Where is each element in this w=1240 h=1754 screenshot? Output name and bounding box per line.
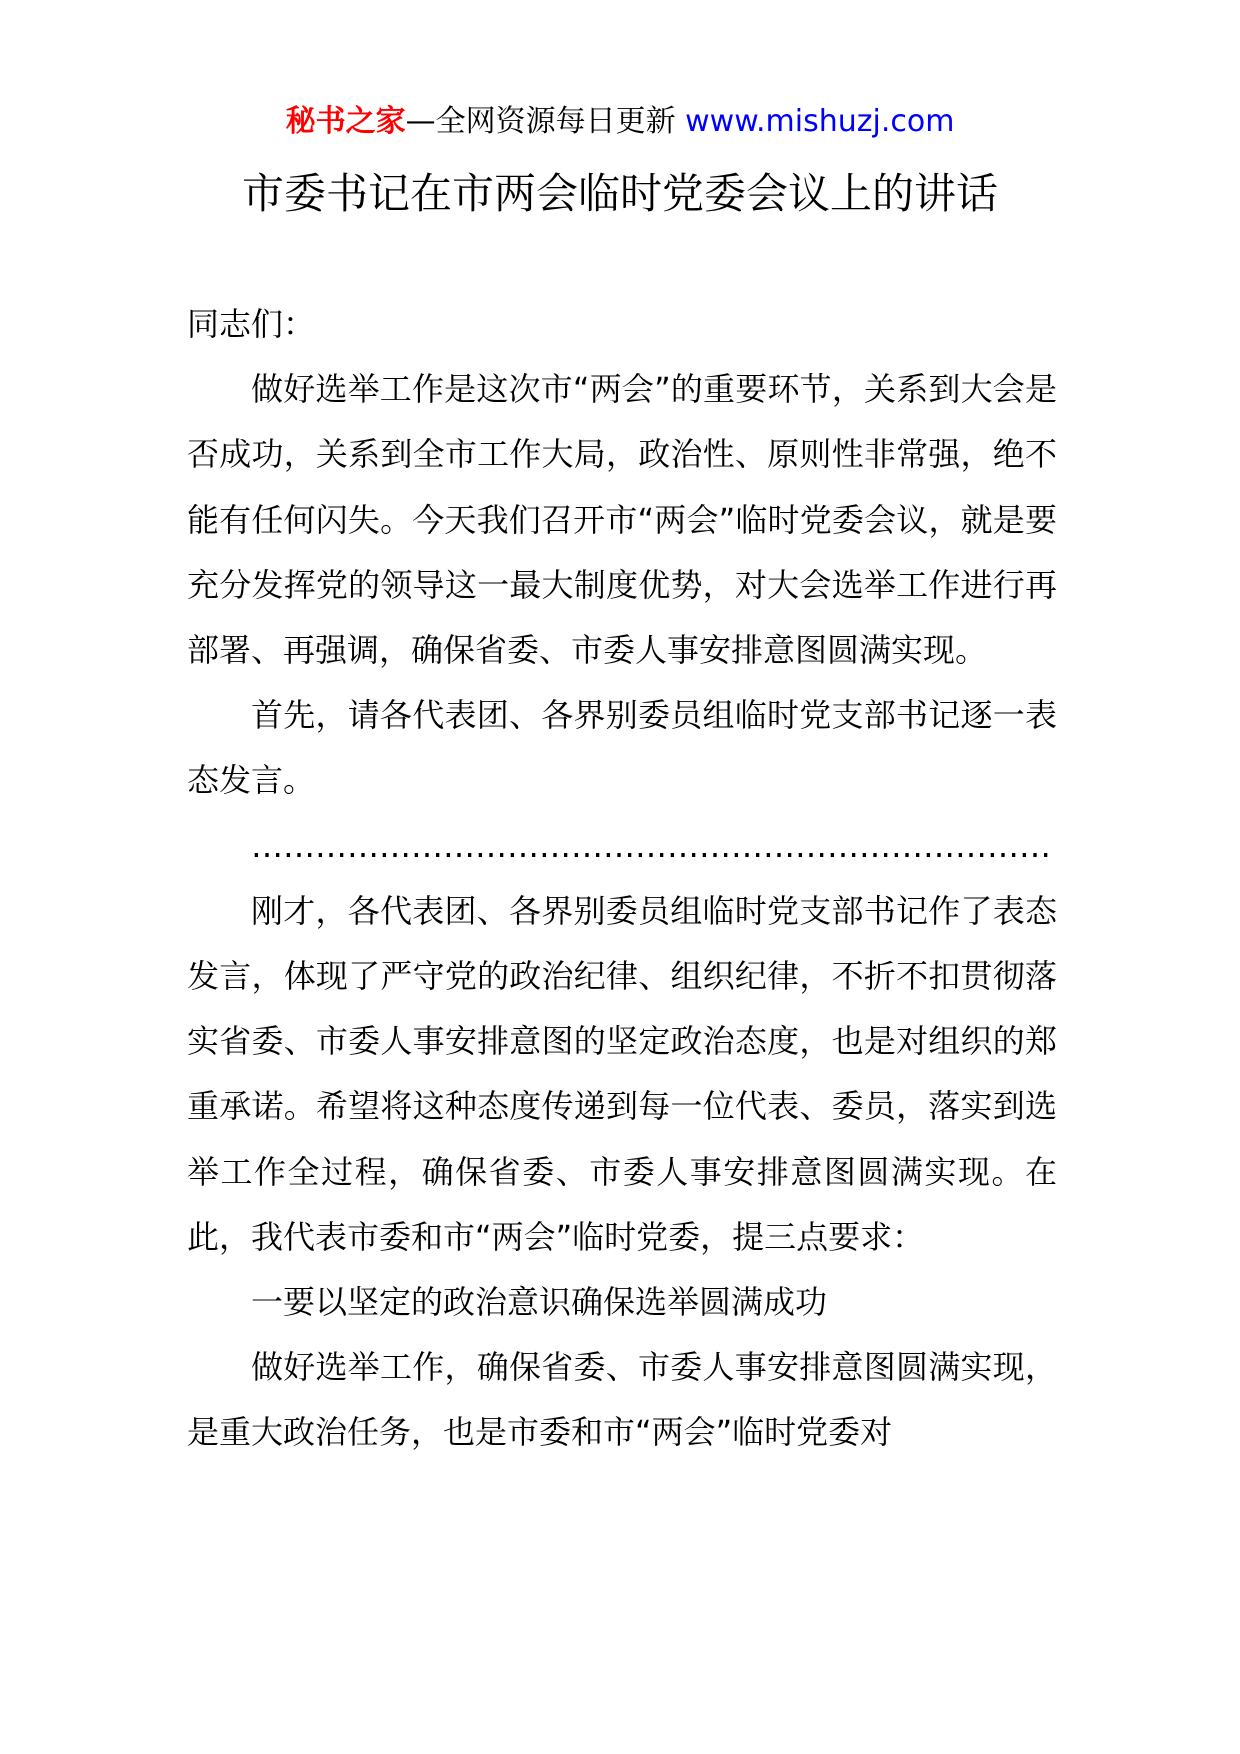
header-banner (0, 100, 1240, 144)
salutation: 同志们： (187, 305, 316, 343)
document-body (187, 292, 1057, 1466)
ellipsis-separator: ………………………………………………………………… (251, 826, 1051, 865)
paragraph-1: 做好选举工作是这次市“两会”的重要环节，关系到大会是否成功，关系到全市工作大局，政治性、原则性非常强，绝不能有任何闪失。今天我们召开市“两会”临时党委会议，就是要充分发挥党的领导这一最大制度优势，对大会选举工作进行再部署、再强调，确保省委、市委人事安排意图圆满实现。 (187, 370, 1057, 670)
brand-name: 秘书之家 (285, 104, 406, 139)
section-heading-1: 一要以坚定的政治意识确保选举圆满成功 (251, 1283, 828, 1322)
site-url-link[interactable]: www.mishuzj.com (685, 104, 955, 139)
paragraph-3: 刚才，各代表团、各界别委员组临时党支部书记作了表态发言，体现了严守党的政治纪律、组织纪律，不折不扣贯彻落实省委、市委人事安排意图的坚定政治态度，也是对组织的郑重承诺。希望将这种态度传递到每一位代表、委员，落实到选举工作全过程，确保省委、市委人事安排意图圆满实现。在此，我代表市委和市“两会”临时党委，提三点要求： (187, 891, 1057, 1256)
paragraph-2: 首先，请各代表团、各界别委员组临时党支部书记逐一表态发言。 (187, 696, 1057, 800)
document-title: 市委书记在市两会临时党委会议上的讲话 (241, 169, 998, 218)
paragraph-4: 做好选举工作，确保省委、市委人事安排意图圆满实现，是重大政治任务，也是市委和市“两会”临时党委对 (187, 1348, 1057, 1452)
header-slogan: —全网资源每日更新 (405, 104, 686, 139)
